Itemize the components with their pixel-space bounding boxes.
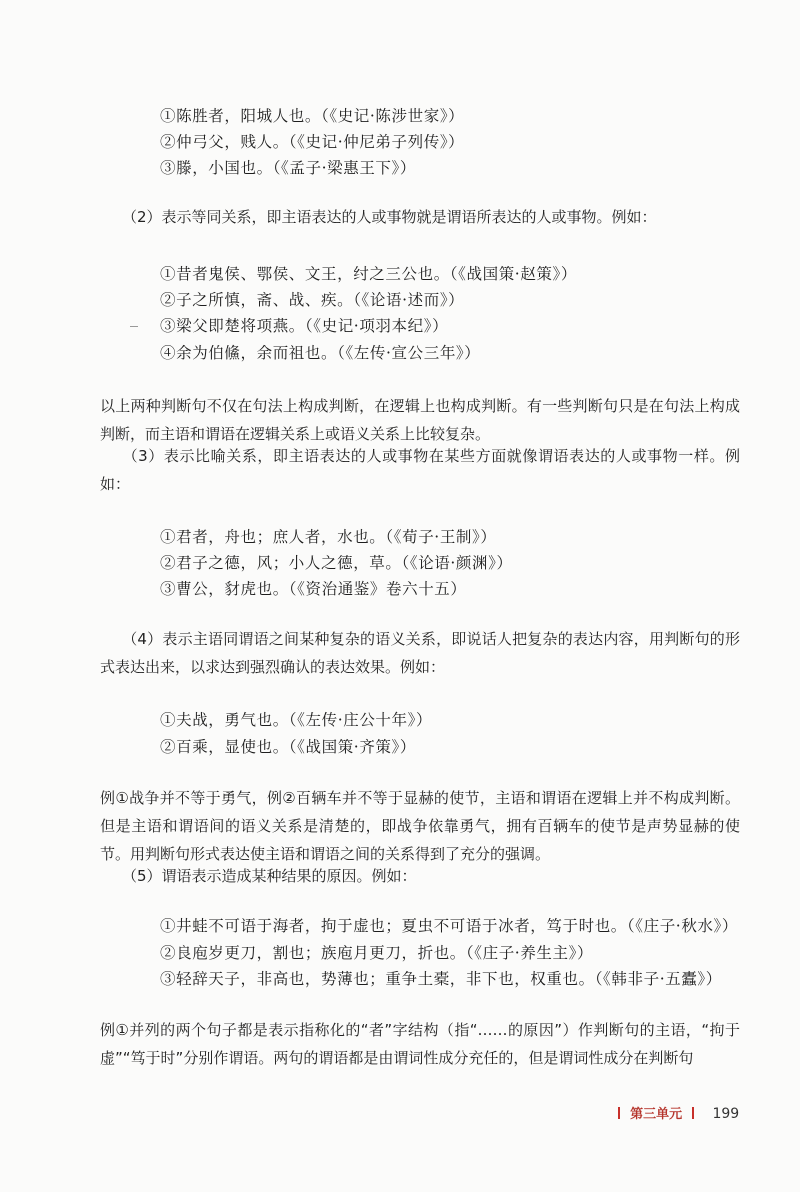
example-2-3: ③梁父即楚将项燕。（《史记·项羽本纪》） — [160, 317, 449, 335]
example-5-1: ①井蛙不可语于海者，拘于虚也；夏虫不可语于冰者，笃于时也。（《庄子·秋水》） — [160, 917, 738, 935]
paragraph-explanation: 例①战争并不等于勇气，例②百辆车并不等于显赫的使节，主语和谓语在逻辑上并不构成判断。但是主语和谓语间的语义关系是清楚的，即战争依靠勇气，拥有百辆车的使节是声势显赫的使节。用判断句形式表达使主语和谓语之间的关系得到了充分的强调。 — [100, 789, 740, 863]
paragraph-summary: 以上两种判断句不仅在句法上构成判断，在逻辑上也构成判断。有一些判断句只是在句法上构成判断，而主语和谓语在逻辑关系上或语义关系上比较复杂。 — [100, 397, 740, 443]
margin-mark — [130, 326, 138, 327]
example-1-3: ③滕，小国也。（《孟子·梁惠王下》） — [160, 159, 416, 177]
example-2-1: ①昔者鬼侯、鄂侯、文王，纣之三公也。（《战国策·赵策》） — [160, 265, 577, 283]
example-5-3: ③轻辞天子，非高也，势薄也；重争土橐，非下也，权重也。（《韩非子·五蠹》） — [160, 970, 722, 988]
page-number: 199 — [712, 1106, 740, 1122]
paragraph-type-2 — [100, 203, 740, 231]
example-4-2: ②百乘，显使也。（《战国策·齐策》） — [160, 738, 416, 756]
paragraph-type-2-text: （2）表示等同关系，即主语表达的人或事物就是谓语所表达的人或事物。例如： — [122, 208, 657, 226]
paragraph-type-3-text: （3）表示比喻关系，即主语表达的人或事物在某些方面就像谓语表达的人或事物一样。例如： — [100, 447, 740, 493]
example-1-1: ①陈胜者，阳城人也。（《史记·陈涉世家》） — [160, 107, 465, 125]
example-2-2: ②子之所慎，斋、战、疾。（《论语·述而》） — [160, 291, 465, 309]
paragraph-type-4 — [100, 625, 740, 681]
paragraph-type-5 — [100, 862, 740, 890]
example-1-2: ②仲弓父，贱人。（《史记·仲尼弟子列传》） — [160, 133, 465, 151]
paragraph-type-5-text: （5）谓语表示造成某种结果的原因。例如： — [122, 867, 417, 885]
example-3-2: ②君子之德，风；小人之德，草。（《论语·颜渊》） — [160, 554, 513, 572]
paragraph-type-4-text: （4）表示主语同谓语之间某种复杂的语义关系，即说话人把复杂的表达内容，用判断句的形式表达出来，以求达到强烈确认的表达效果。例如： — [100, 630, 740, 676]
unit-label: 第三单元 — [630, 1107, 683, 1122]
example-3-1: ①君者，舟也；庶人者，水也。（《荀子·王制》） — [160, 528, 497, 546]
footer-divider-right — [692, 1107, 694, 1119]
footer-divider-left — [618, 1107, 620, 1119]
example-3-3: ③曹公，豺虎也。（《资治通鉴》卷六十五） — [160, 580, 467, 598]
example-2-4: ④余为伯鯈，余而祖也。（《左传·宣公三年》） — [160, 344, 481, 362]
example-5-2: ②良庖岁更刀，割也；族庖月更刀，折也。（《庄子·养生主》） — [160, 944, 594, 962]
paragraph-type-3 — [100, 442, 740, 498]
page-footer — [612, 1103, 739, 1122]
paragraph-final: 例①并列的两个句子都是表示指称化的“者”字结构（指“……的原因”）作判断句的主语，“拘于虚”“笃于时”分别作谓语。两句的谓语都是由谓词性成分充任的，但是谓词性成分在判断句 — [100, 1021, 740, 1067]
example-4-1: ①夫战，勇气也。（《左传·庄公十年》） — [160, 711, 433, 729]
